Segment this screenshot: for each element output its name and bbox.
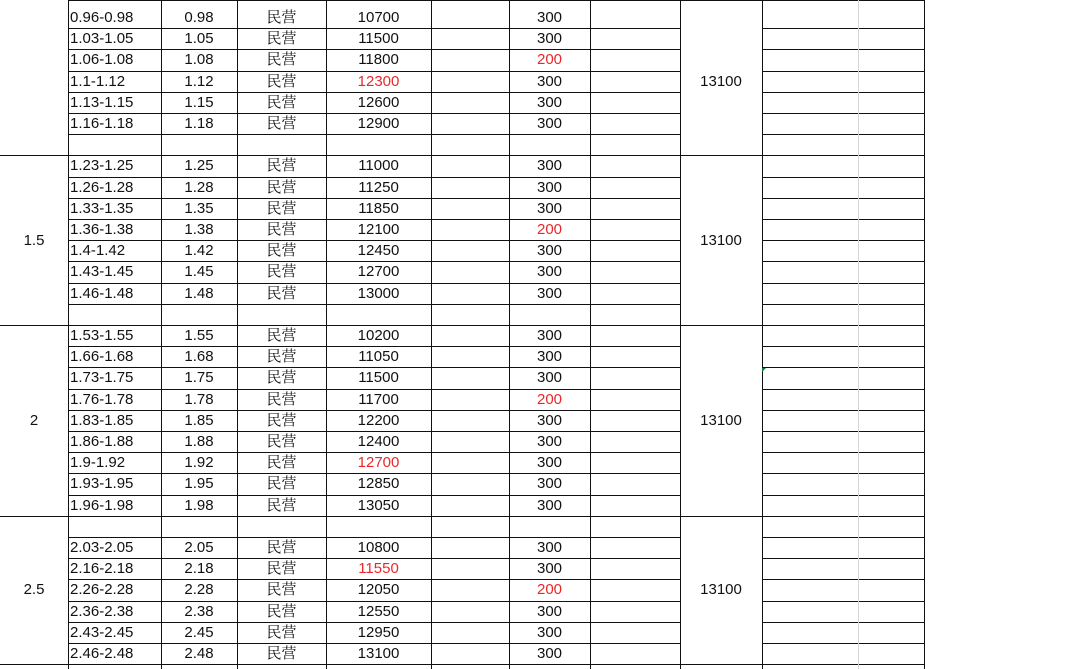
cell-type[interactable]: 民营: [266, 602, 297, 620]
cell-fee[interactable]: 300: [536, 348, 563, 366]
empty-cell[interactable]: [431, 389, 509, 410]
cell-fee[interactable]: 300: [536, 411, 563, 429]
cell-price[interactable]: 12700: [357, 454, 400, 472]
cell-price[interactable]: 12100: [357, 221, 400, 238]
empty-cell[interactable]: [590, 177, 680, 198]
cell-price[interactable]: 11000: [358, 157, 399, 175]
empty-cell[interactable]: [590, 325, 680, 346]
cell-type[interactable]: 民营: [266, 72, 297, 90]
empty-cell[interactable]: [431, 537, 509, 558]
cell-range[interactable]: 1.33-1.35: [70, 199, 134, 217]
selection-handle-icon: [762, 368, 766, 372]
cell-type[interactable]: 民营: [266, 390, 297, 408]
empty-cell[interactable]: [431, 325, 509, 346]
empty-cell[interactable]: [431, 49, 509, 70]
cell-fee[interactable]: 200: [536, 221, 563, 238]
blank-row[interactable]: [68, 516, 924, 537]
cell-value[interactable]: 2.48: [184, 645, 214, 662]
cell-price[interactable]: 12950: [357, 623, 400, 641]
cell-value[interactable]: 2.45: [184, 623, 214, 641]
cell-fee[interactable]: 300: [536, 284, 563, 302]
empty-cell[interactable]: [590, 346, 680, 367]
empty-cell[interactable]: [590, 7, 680, 28]
cell-type[interactable]: 民营: [266, 496, 297, 514]
cell-value[interactable]: 1.88: [184, 433, 214, 450]
empty-cell[interactable]: [431, 643, 509, 664]
cell-range[interactable]: 1.03-1.05: [70, 30, 134, 48]
empty-cell[interactable]: [762, 452, 924, 473]
empty-cell[interactable]: [762, 473, 924, 494]
empty-cell[interactable]: [762, 325, 924, 346]
cell-type[interactable]: 民营: [266, 581, 297, 599]
cell-range[interactable]: 1.9-1.92: [70, 454, 126, 472]
empty-cell[interactable]: [590, 410, 680, 431]
cell-fee[interactable]: 300: [536, 93, 563, 111]
cell-range[interactable]: 1.4-1.42: [70, 242, 126, 260]
empty-cell[interactable]: [762, 558, 924, 579]
empty-cell[interactable]: [431, 113, 509, 134]
empty-cell[interactable]: [431, 28, 509, 49]
cell-fee[interactable]: 300: [536, 242, 563, 260]
empty-cell[interactable]: [590, 579, 680, 600]
cell-price[interactable]: 10200: [357, 327, 400, 344]
empty-cell[interactable]: [431, 7, 509, 28]
cell-fee[interactable]: 200: [536, 51, 563, 69]
merged-total-cell[interactable]: 13100: [700, 231, 742, 249]
cell-price[interactable]: 12400: [357, 433, 400, 450]
empty-cell[interactable]: [590, 49, 680, 70]
empty-cell[interactable]: [762, 155, 924, 176]
cell-range[interactable]: 1.06-1.08: [70, 51, 134, 69]
group-label-cell[interactable]: 2: [29, 411, 39, 429]
empty-cell[interactable]: [590, 113, 680, 134]
cell-price[interactable]: 12700: [357, 263, 400, 281]
cell-price[interactable]: 12050: [357, 581, 400, 599]
cell-value[interactable]: 1.12: [184, 72, 214, 90]
cell-value[interactable]: 1.92: [184, 454, 214, 472]
cell-type[interactable]: 民营: [266, 9, 297, 26]
cell-price[interactable]: 11500: [358, 369, 399, 387]
cell-range[interactable]: 1.1-1.12: [70, 72, 126, 90]
cell-price[interactable]: 11050: [358, 348, 399, 366]
group-label-cell[interactable]: 1.5: [23, 231, 45, 249]
cell-price[interactable]: 12900: [357, 115, 400, 132]
cell-range[interactable]: 1.13-1.15: [70, 93, 134, 111]
cell-price[interactable]: 11500: [358, 30, 399, 48]
cell-value[interactable]: 1.98: [184, 496, 214, 514]
cell-fee[interactable]: 300: [536, 369, 563, 387]
empty-cell[interactable]: [762, 261, 924, 282]
empty-cell[interactable]: [431, 410, 509, 431]
cell-range[interactable]: 1.96-1.98: [70, 496, 134, 514]
cell-fee[interactable]: 300: [536, 602, 563, 620]
cell-type[interactable]: 民营: [266, 221, 297, 238]
blank-row[interactable]: [68, 304, 924, 325]
merged-total-cell[interactable]: 13100: [700, 411, 742, 429]
empty-cell[interactable]: [590, 495, 680, 516]
empty-cell[interactable]: [431, 558, 509, 579]
cell-range[interactable]: 1.86-1.88: [70, 433, 134, 450]
cell-fee[interactable]: 300: [536, 327, 563, 344]
empty-cell[interactable]: [590, 367, 680, 388]
empty-cell[interactable]: [762, 49, 924, 70]
empty-cell[interactable]: [590, 389, 680, 410]
empty-cell[interactable]: [762, 410, 924, 431]
empty-cell[interactable]: [431, 495, 509, 516]
cell-fee[interactable]: 300: [536, 199, 563, 217]
empty-cell[interactable]: [762, 92, 924, 113]
cell-value[interactable]: 1.08: [184, 51, 214, 69]
empty-cell[interactable]: [590, 431, 680, 452]
cell-range[interactable]: 2.46-2.48: [70, 645, 134, 662]
cell-type[interactable]: 民营: [266, 30, 297, 48]
empty-cell[interactable]: [590, 155, 680, 176]
empty-cell[interactable]: [762, 431, 924, 452]
cell-type[interactable]: 民营: [266, 178, 297, 196]
cell-value[interactable]: 0.98: [184, 9, 214, 26]
cell-value[interactable]: 1.55: [184, 327, 214, 344]
cell-range[interactable]: 2.16-2.18: [70, 560, 134, 578]
empty-cell[interactable]: [762, 71, 924, 92]
cell-range[interactable]: 1.36-1.38: [70, 221, 134, 238]
cell-value[interactable]: 1.45: [184, 263, 214, 281]
cell-value[interactable]: 1.35: [184, 199, 214, 217]
cell-range[interactable]: 2.43-2.45: [70, 623, 134, 641]
cell-fee[interactable]: 300: [536, 475, 563, 493]
cell-fee[interactable]: 300: [536, 454, 563, 472]
empty-cell[interactable]: [431, 177, 509, 198]
cell-value[interactable]: 1.85: [184, 411, 214, 429]
group-label-cell[interactable]: 2.5: [23, 581, 45, 599]
cell-value[interactable]: 1.42: [184, 242, 214, 260]
cell-price[interactable]: 12600: [357, 93, 400, 111]
cell-fee[interactable]: 300: [536, 263, 563, 281]
cell-value[interactable]: 1.78: [184, 390, 214, 408]
cell-price[interactable]: 12450: [357, 242, 400, 260]
merged-total-cell[interactable]: 13100: [700, 72, 742, 90]
cell-price[interactable]: 11250: [358, 178, 399, 196]
cell-range[interactable]: 1.43-1.45: [70, 263, 134, 281]
empty-cell[interactable]: [431, 240, 509, 261]
cell-type[interactable]: 民营: [266, 115, 297, 132]
cell-value[interactable]: 1.68: [184, 348, 214, 366]
empty-cell[interactable]: [590, 261, 680, 282]
empty-cell[interactable]: [762, 7, 924, 28]
empty-cell[interactable]: [590, 219, 680, 240]
cell-type[interactable]: 民营: [266, 327, 297, 344]
cell-price[interactable]: 11850: [358, 199, 399, 217]
cell-type[interactable]: 民营: [266, 539, 297, 556]
cell-value[interactable]: 1.05: [184, 30, 214, 48]
empty-cell[interactable]: [762, 367, 924, 388]
cell-fee[interactable]: 300: [536, 9, 563, 26]
cell-value[interactable]: 2.28: [184, 581, 214, 599]
empty-cell[interactable]: [590, 643, 680, 664]
cell-type[interactable]: 民营: [266, 157, 297, 175]
group-label-cell[interactable]: [0, 7, 68, 155]
empty-cell[interactable]: [590, 28, 680, 49]
cell-price[interactable]: 11550: [358, 560, 399, 578]
cell-range[interactable]: 1.93-1.95: [70, 475, 134, 493]
cell-fee[interactable]: 200: [536, 581, 563, 599]
cell-fee[interactable]: 300: [536, 178, 563, 196]
cell-fee[interactable]: 300: [536, 539, 563, 556]
cell-price[interactable]: 13050: [357, 496, 400, 514]
empty-cell[interactable]: [762, 283, 924, 304]
empty-cell[interactable]: [590, 283, 680, 304]
cell-type[interactable]: 民营: [266, 263, 297, 281]
cell-type[interactable]: 民营: [266, 433, 297, 450]
empty-cell[interactable]: [431, 473, 509, 494]
cell-value[interactable]: 1.38: [184, 221, 214, 238]
cell-value[interactable]: 1.95: [184, 475, 214, 493]
cell-range[interactable]: 1.66-1.68: [70, 348, 134, 366]
cell-value[interactable]: 2.05: [184, 539, 214, 556]
cell-price[interactable]: 12200: [357, 411, 400, 429]
cell-value[interactable]: 1.75: [184, 369, 214, 387]
cell-price[interactable]: 11700: [358, 390, 399, 408]
cell-type[interactable]: 民营: [266, 411, 297, 429]
empty-cell[interactable]: [431, 71, 509, 92]
blank-row[interactable]: [68, 134, 924, 155]
cell-type[interactable]: 民营: [266, 284, 297, 302]
cell-price[interactable]: 12850: [357, 475, 400, 493]
empty-cell[interactable]: [431, 431, 509, 452]
cell-fee[interactable]: 300: [536, 623, 563, 641]
empty-cell[interactable]: [590, 92, 680, 113]
cell-price[interactable]: 10700: [357, 9, 400, 26]
cell-range[interactable]: 1.26-1.28: [70, 178, 134, 196]
cell-range[interactable]: 1.46-1.48: [70, 284, 134, 302]
cell-fee[interactable]: 300: [536, 115, 563, 132]
empty-cell[interactable]: [431, 367, 509, 388]
empty-cell[interactable]: [431, 198, 509, 219]
cell-price[interactable]: 11800: [358, 51, 399, 69]
empty-cell[interactable]: [431, 452, 509, 473]
empty-cell[interactable]: [762, 28, 924, 49]
empty-cell[interactable]: [762, 622, 924, 643]
empty-cell[interactable]: [431, 579, 509, 600]
cell-range[interactable]: 1.23-1.25: [70, 157, 134, 175]
empty-cell[interactable]: [431, 219, 509, 240]
empty-cell[interactable]: [762, 579, 924, 600]
cell-fee[interactable]: 200: [536, 390, 563, 408]
empty-cell[interactable]: [590, 601, 680, 622]
cell-range[interactable]: 1.76-1.78: [70, 390, 134, 408]
empty-cell[interactable]: [762, 601, 924, 622]
cell-price[interactable]: 10800: [357, 539, 400, 556]
cell-fee[interactable]: 300: [536, 560, 563, 578]
empty-cell[interactable]: [590, 198, 680, 219]
cell-range[interactable]: 2.03-2.05: [70, 539, 134, 556]
empty-cell[interactable]: [431, 346, 509, 367]
empty-cell[interactable]: [590, 71, 680, 92]
cell-type[interactable]: 民营: [266, 475, 297, 493]
cell-type[interactable]: 民营: [266, 369, 297, 387]
cell-range[interactable]: 1.73-1.75: [70, 369, 134, 387]
cell-range[interactable]: 0.96-0.98: [70, 9, 134, 26]
empty-cell[interactable]: [431, 155, 509, 176]
cell-fee[interactable]: 300: [536, 157, 563, 175]
empty-cell[interactable]: [590, 452, 680, 473]
cell-range[interactable]: 1.16-1.18: [70, 115, 134, 132]
cell-type[interactable]: 民营: [266, 51, 297, 69]
empty-cell[interactable]: [762, 495, 924, 516]
empty-cell[interactable]: [762, 643, 924, 664]
cell-price[interactable]: 12300: [357, 72, 400, 90]
cell-value[interactable]: 1.48: [184, 284, 214, 302]
empty-cell[interactable]: [762, 219, 924, 240]
empty-cell[interactable]: [431, 92, 509, 113]
cell-price[interactable]: 12550: [357, 602, 400, 620]
empty-cell[interactable]: [431, 601, 509, 622]
cell-price[interactable]: 13100: [357, 645, 400, 662]
empty-cell[interactable]: [590, 558, 680, 579]
empty-cell[interactable]: [762, 346, 924, 367]
cell-type[interactable]: 民营: [266, 242, 297, 260]
empty-cell[interactable]: [762, 177, 924, 198]
cell-type[interactable]: 民营: [266, 199, 297, 217]
cell-fee[interactable]: 300: [536, 496, 563, 514]
cell-price[interactable]: 13000: [357, 284, 400, 302]
empty-cell[interactable]: [762, 240, 924, 261]
cell-fee[interactable]: 300: [536, 30, 563, 48]
cell-value[interactable]: 1.15: [184, 93, 214, 111]
empty-cell[interactable]: [590, 240, 680, 261]
empty-cell[interactable]: [590, 473, 680, 494]
empty-cell[interactable]: [762, 113, 924, 134]
cell-type[interactable]: 民营: [266, 454, 297, 472]
cell-range[interactable]: 2.36-2.38: [70, 602, 134, 620]
cell-value[interactable]: 2.18: [184, 560, 214, 578]
empty-cell[interactable]: [590, 622, 680, 643]
empty-cell[interactable]: [762, 198, 924, 219]
cell-range[interactable]: 1.83-1.85: [70, 411, 134, 429]
cell-fee[interactable]: 300: [536, 645, 563, 662]
cell-fee[interactable]: 300: [536, 433, 563, 450]
empty-cell[interactable]: [590, 537, 680, 558]
merged-total-cell[interactable]: 13100: [700, 581, 742, 599]
cell-type[interactable]: 民营: [266, 93, 297, 111]
empty-cell[interactable]: [431, 283, 509, 304]
empty-cell[interactable]: [762, 537, 924, 558]
cell-type[interactable]: 民营: [266, 560, 297, 578]
cell-range[interactable]: 1.53-1.55: [70, 327, 134, 344]
cell-value[interactable]: 1.28: [184, 178, 214, 196]
cell-type[interactable]: 民营: [266, 623, 297, 641]
cell-type[interactable]: 民营: [266, 348, 297, 366]
cell-type[interactable]: 民营: [266, 645, 297, 662]
cell-value[interactable]: 2.38: [184, 602, 214, 620]
empty-cell[interactable]: [762, 389, 924, 410]
empty-cell[interactable]: [431, 622, 509, 643]
cell-value[interactable]: 1.25: [184, 157, 214, 175]
empty-cell[interactable]: [431, 261, 509, 282]
cell-value[interactable]: 1.18: [184, 115, 214, 132]
cell-fee[interactable]: 300: [536, 72, 563, 90]
cell-range[interactable]: 2.26-2.28: [70, 581, 134, 599]
